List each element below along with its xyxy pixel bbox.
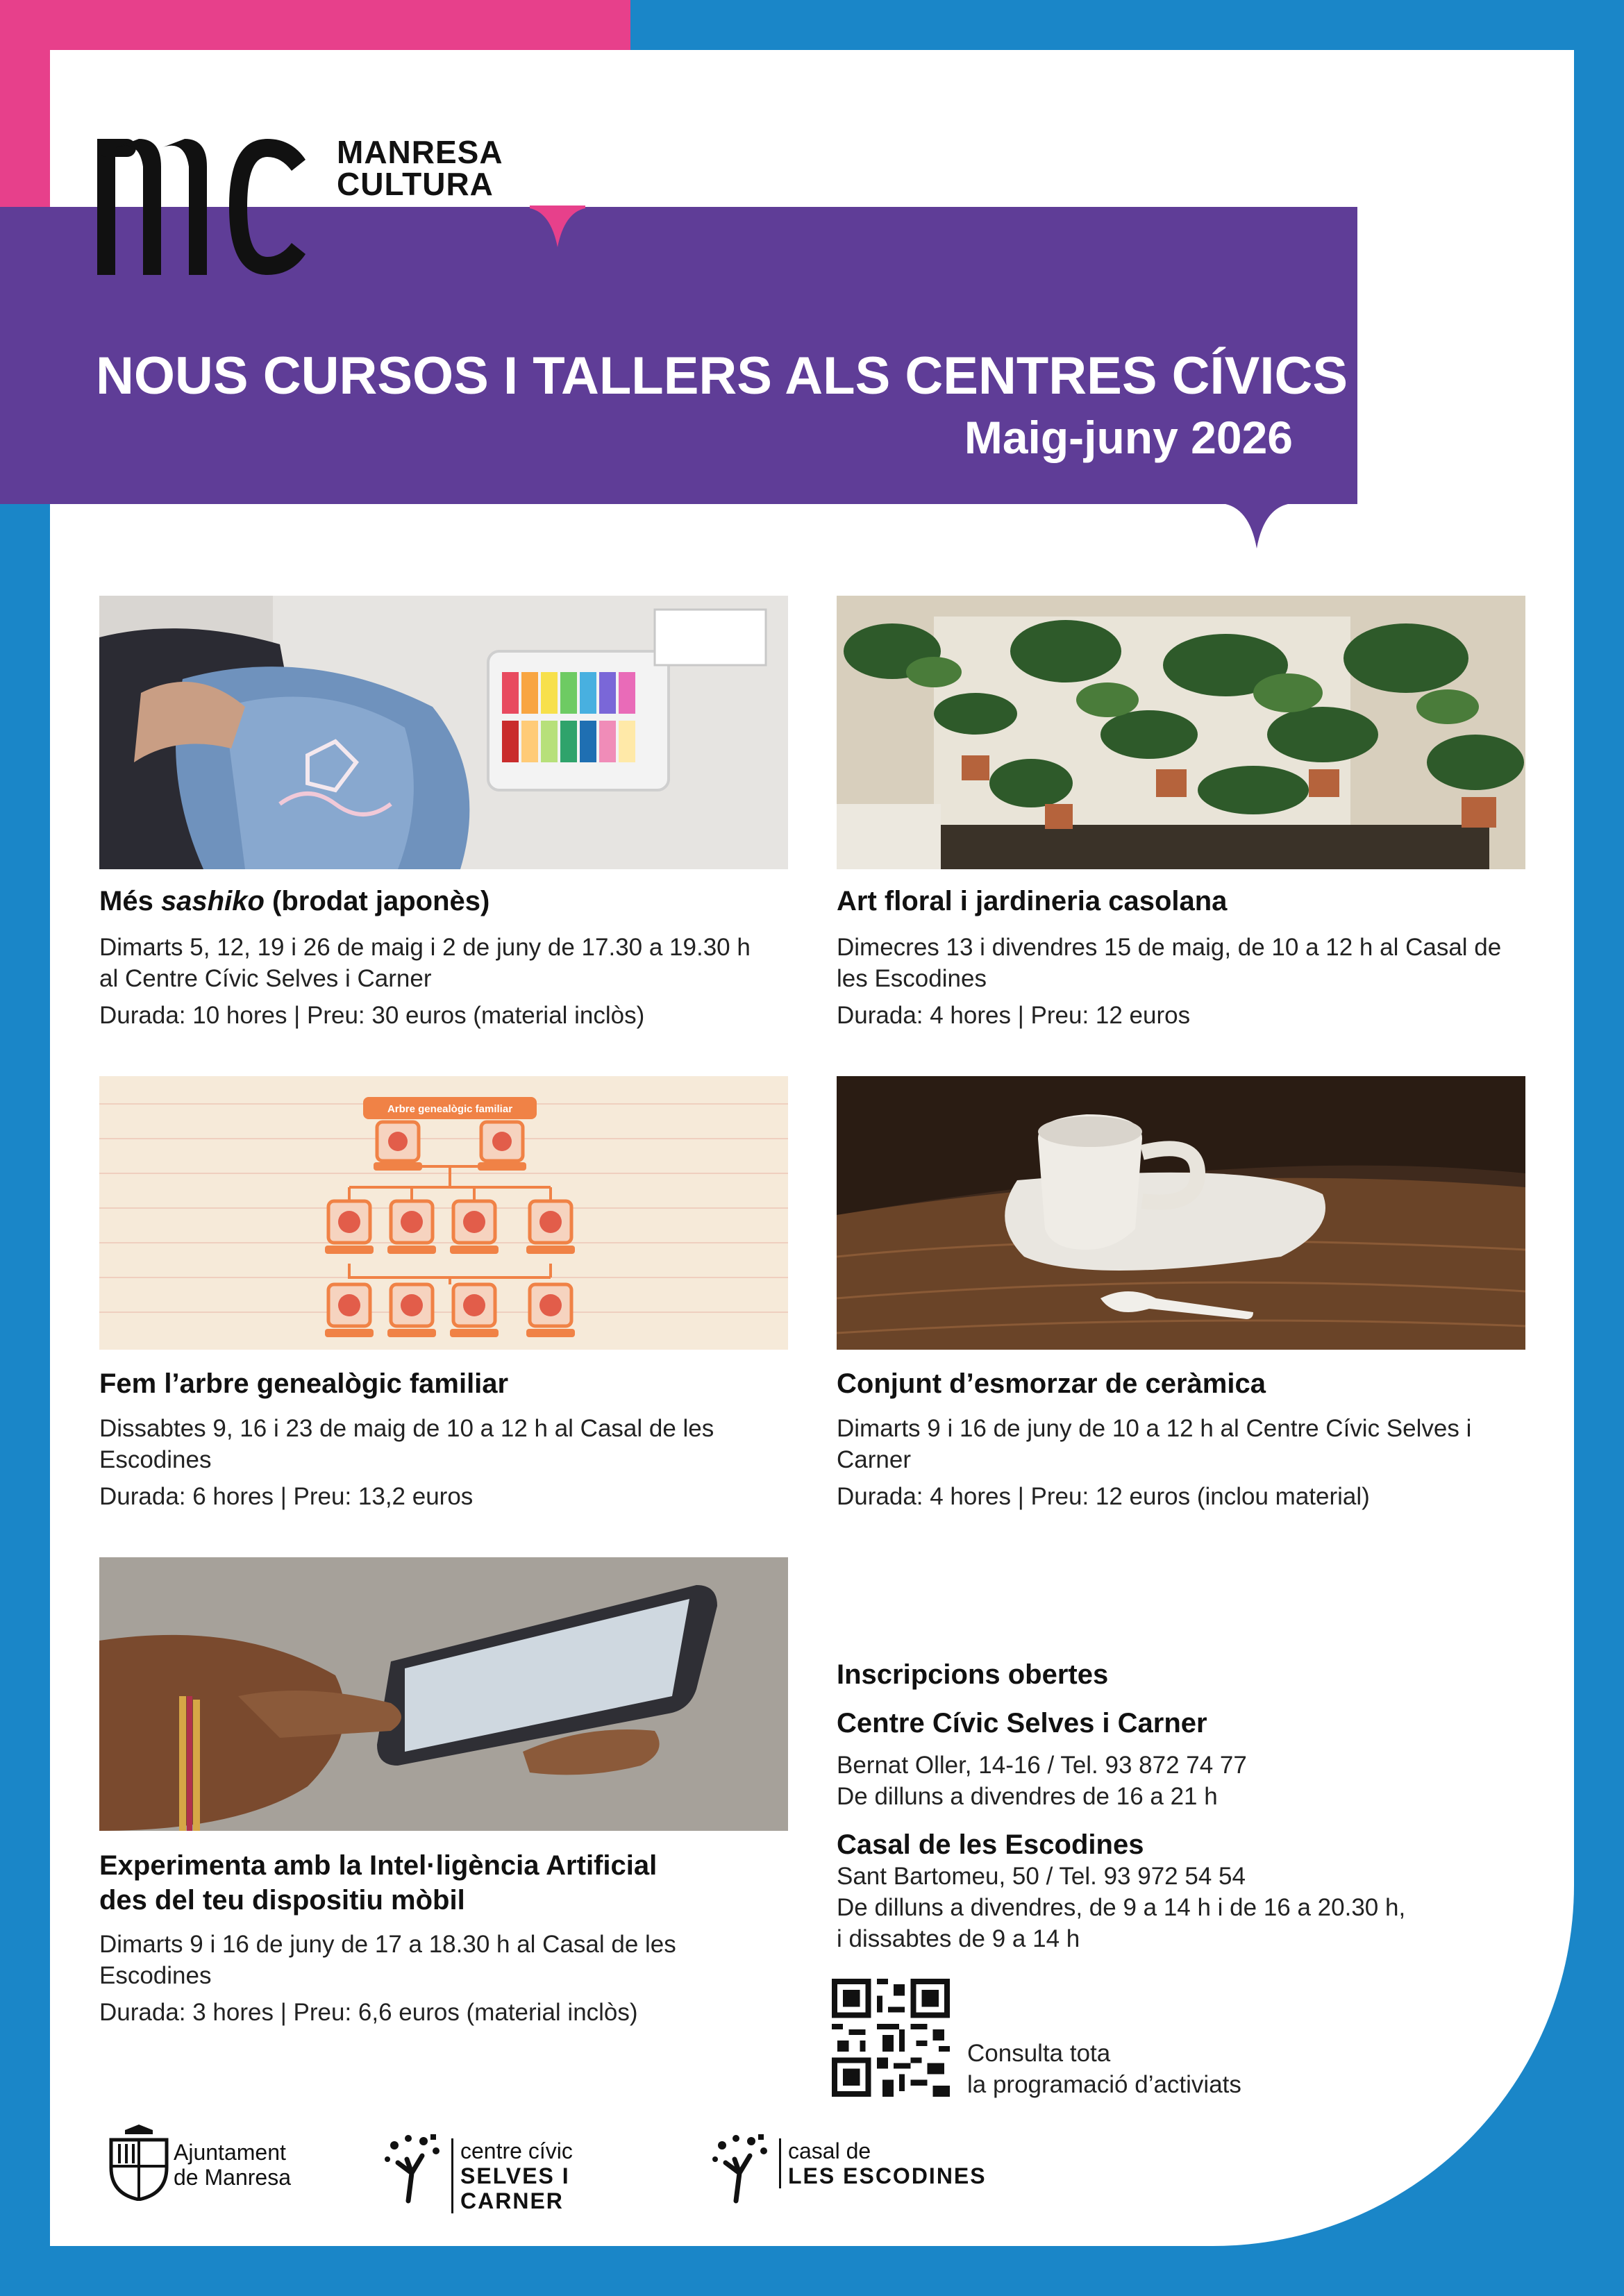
plants-photo: [837, 596, 1525, 869]
centre2-hours-line2: i dissabtes de 9 a 14 h: [837, 1925, 1080, 1952]
family-tree-illustration: [99, 1076, 788, 1350]
brand-line1: MANRESA: [337, 134, 503, 170]
manresa-shield-icon: [104, 2125, 174, 2201]
qr-caption-line1: Consulta tota: [967, 2040, 1111, 2067]
speech-tail-pink: [530, 206, 585, 247]
course-title: Conjunt d’esmorzar de ceràmica: [837, 1368, 1266, 1399]
centre1-name: Centre Cívic Selves i Carner: [837, 1708, 1207, 1738]
course-details: Durada: 4 hores | Preu: 12 euros (inclou material): [837, 1483, 1370, 1510]
les-escodines-logo: [708, 2131, 1000, 2208]
sashiko-photo: [99, 596, 788, 869]
centre2-address: Sant Bartomeu, 50 / Tel. 93 972 54 54: [837, 1863, 1246, 1890]
course-schedule: Dissabtes 9, 16 i 23 de maig de 10 a 12 h al Casal de les Escodines: [99, 1415, 714, 1473]
course-details: Durada: 3 hores | Preu: 6,6 euros (material inclòs): [99, 1999, 638, 2026]
qr-code-icon[interactable]: [832, 1979, 950, 2097]
course-details: Durada: 6 hores | Preu: 13,2 euros: [99, 1483, 474, 1510]
course-title: [99, 884, 794, 919]
ceramics-photo: [837, 1076, 1525, 1350]
course-title: Art floral i jardineria casolana: [837, 886, 1228, 916]
selves-i-carner-logo: [380, 2131, 672, 2213]
centre2-hours-line1: De dilluns a divendres, de 9 a 14 h i de 16 a 20.30 h,: [837, 1894, 1406, 1921]
cc-line1: centre cívic: [460, 2138, 573, 2163]
course-details: Durada: 10 hores | Preu: 30 euros (material inclòs): [99, 1002, 645, 1029]
page-subtitle: Maig-juny 2026: [964, 412, 1293, 463]
speech-tail-purple: [1225, 501, 1288, 548]
qr-caption-line2: la programació d’activiats: [967, 2071, 1241, 2098]
course-schedule: Dimarts 9 i 16 de juny de 17 a 18.30 h al Casal de les Escodines: [99, 1931, 676, 1989]
centre2-name: Casal de les Escodines: [837, 1829, 1144, 1860]
ajuntament-logo: [104, 2125, 319, 2201]
course-schedule: Dimarts 9 i 16 de juny de 10 a 12 h al Centre Cívic Selves i Carner: [837, 1415, 1472, 1473]
course-title-part: (brodat japonès): [264, 886, 490, 916]
manresa-cultura-logo-icon: [97, 139, 312, 275]
page-title: NOUS CURSOS I TALLERS ALS CENTRES CÍVICS: [96, 346, 1348, 405]
course-title: Fem l’arbre genealògic familiar: [99, 1368, 509, 1399]
info-heading: Inscripcions obertes: [837, 1659, 1109, 1690]
course-title-part: Més: [99, 886, 161, 916]
course-schedule: Dimecres 13 i divendres 15 de maig, de 10 a 12 h al Casal de les Escodines: [837, 934, 1502, 992]
ajuntament-line1: Ajuntament: [174, 2140, 286, 2165]
casal-line1: casal de: [788, 2138, 871, 2163]
course-schedule: Dimarts 5, 12, 19 i 26 de maig i 2 de juny de 17.30 a 19.30 h al Centre Cívic Selves i Carner: [99, 934, 751, 992]
course-details: Durada: 4 hores | Preu: 12 euros: [837, 1002, 1191, 1029]
ajuntament-line2: de Manresa: [174, 2165, 291, 2190]
smartphone-photo: [99, 1557, 788, 1831]
qr-caption: [967, 2038, 1384, 2100]
tree-hand-icon: [708, 2131, 778, 2208]
casal-line2: LES ESCODINES: [788, 2163, 987, 2188]
centre1-hours: De dilluns a divendres de 16 a 21 h: [837, 1783, 1218, 1810]
course-title-line1: Experimenta amb la Intel·ligència Artificial: [99, 1850, 658, 1881]
brand-line2: CULTURA: [337, 166, 494, 202]
family-tree-label: Arbre genealògic familiar: [387, 1103, 513, 1115]
brand-name: [337, 136, 503, 200]
course-title-emphasis: sashiko: [160, 886, 265, 916]
tree-hand-icon: [380, 2131, 450, 2208]
course-title: [99, 1848, 794, 1918]
centre1-address: Bernat Oller, 14-16 / Tel. 93 872 74 77: [837, 1752, 1247, 1779]
cc-line2: SELVES I CARNER: [460, 2163, 570, 2213]
course-title-line2: des del teu dispositiu mòbil: [99, 1885, 465, 1916]
